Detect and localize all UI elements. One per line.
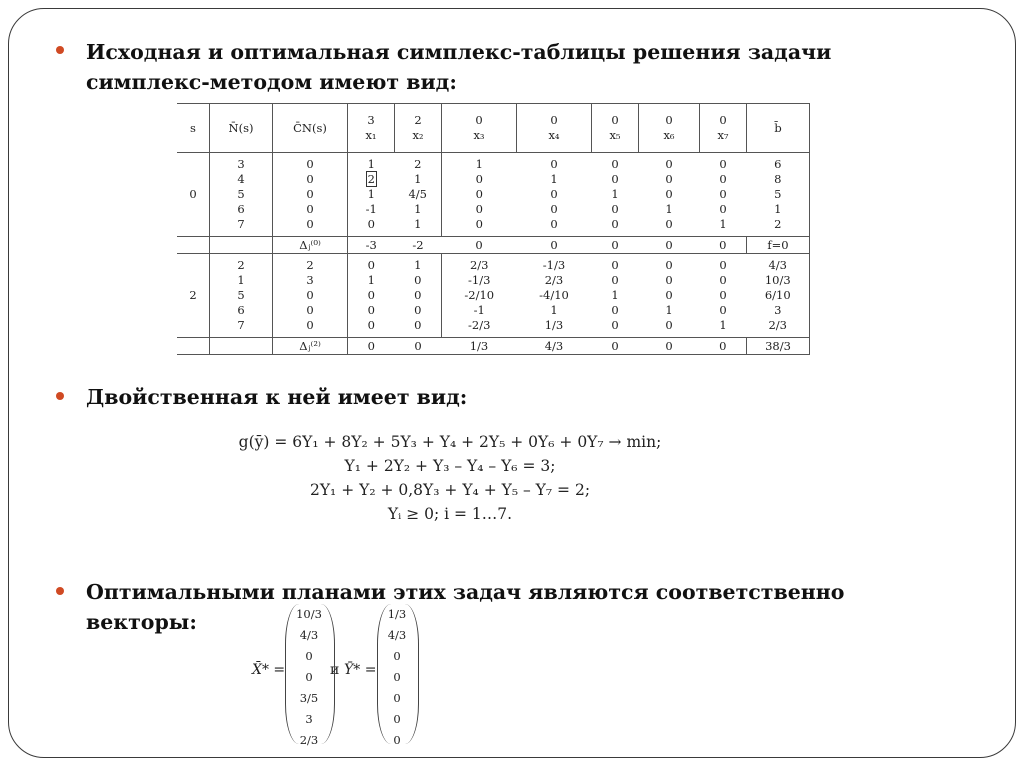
column-x3 (442, 153, 517, 237)
cell-value: 1 (414, 172, 422, 186)
cell-value: 1 (774, 202, 782, 216)
delta-row (177, 338, 810, 355)
header-col-x3 (442, 104, 517, 153)
cell-value: 0 (414, 288, 422, 302)
cell-value: 2/3 (469, 258, 489, 272)
delta-value: 0 (592, 338, 639, 355)
cell-value: 2/3 (768, 318, 787, 332)
cell-value: 0 (611, 172, 619, 186)
header-col-x5 (592, 104, 639, 153)
nonnegativity-constraint: Yᵢ ≥ 0; i = 1…7. (387, 505, 513, 523)
conjunction: и (330, 662, 340, 678)
cell-value: 0 (306, 172, 314, 186)
cell-value: 2 (774, 217, 782, 231)
cell-value: 0 (719, 202, 727, 216)
delta-label: Δⱼ⁽⁰⁾ (273, 237, 348, 254)
table-block-row (177, 153, 810, 237)
cell-value: 5 (237, 288, 245, 302)
bullet-line: Оптимальными планами этих задач являются соответственно (86, 580, 845, 604)
y-vector-label: Ȳ* = (344, 662, 377, 678)
cell-value: 0 (665, 217, 673, 231)
column-coef: 0 (611, 113, 619, 127)
cell-value: 4 (237, 172, 245, 186)
cell-value: -2/3 (468, 318, 491, 332)
cell-value: 10/3 (764, 273, 791, 287)
cell-value: 1 (611, 288, 619, 302)
cell-value: 0 (665, 318, 673, 332)
x-vector-component: 0 (305, 649, 313, 663)
cell-value: 0 (611, 318, 619, 332)
cell-value: 0 (611, 273, 619, 287)
cell-value: 0 (665, 273, 673, 287)
bullet-line: симплекс-методом имеют вид: (86, 70, 457, 94)
bullet-line: векторы: (86, 610, 197, 634)
cell-value: 0 (719, 172, 727, 186)
bullet-line: Двойственная к ней имеет вид: (86, 385, 468, 409)
cost-column (273, 153, 348, 237)
column-coef: 0 (665, 113, 673, 127)
cell-value: 0 (665, 288, 673, 302)
delta-label: Δⱼ⁽²⁾ (273, 338, 348, 355)
delta-value: 0 (639, 237, 700, 254)
cell-value: 1 (414, 217, 422, 231)
cell-value: 1 (475, 157, 483, 171)
cell-value: 3 (306, 273, 314, 287)
column-x4 (517, 254, 592, 338)
bullet-icon (56, 587, 64, 595)
block-s: 2 (177, 254, 210, 338)
y-vector-component: 0 (393, 733, 401, 747)
table-header-row (177, 104, 810, 153)
cell-value: -1 (365, 202, 377, 216)
cell-value: 1 (665, 202, 673, 216)
column-x1 (348, 254, 395, 338)
cell-value: 4/5 (408, 187, 427, 201)
bullet-text-3 (86, 577, 844, 637)
delta-value: 0 (395, 338, 442, 355)
table-cell (177, 237, 210, 254)
cell-value: 2/3 (544, 273, 564, 287)
cell-value: 0 (414, 303, 422, 317)
cell-value: 6 (237, 202, 245, 216)
b-column (747, 254, 810, 338)
cell-value: 0 (367, 303, 375, 317)
column-var: x₇ (717, 128, 729, 142)
x-vector-component: 3/5 (299, 691, 319, 705)
cell-value: 1 (719, 318, 727, 332)
basis-column (210, 254, 273, 338)
delta-b: f=0 (747, 237, 810, 254)
header-basis: N̄(s) (210, 104, 273, 153)
objective-function: g(ȳ) = 6Y₁ + 8Y₂ + 5Y₃ + Y₄ + 2Y₅ + 0Y₆ + 0Y₇ → min; (238, 433, 662, 451)
x-vector-component: 2/3 (299, 733, 319, 747)
cell-value: 0 (665, 187, 673, 201)
cell-value: 1 (367, 273, 375, 287)
delta-value: 0 (639, 338, 700, 355)
cell-value (350, 172, 393, 187)
y-vector-component: 0 (393, 649, 401, 663)
cell-value: 7 (237, 318, 245, 332)
cell-value: 0 (306, 318, 314, 332)
cell-value: 6 (774, 157, 782, 171)
column-x2 (395, 254, 442, 338)
cell-value: 0 (306, 217, 314, 231)
simplex-table (177, 103, 810, 355)
cell-value: 0 (367, 288, 375, 302)
cell-value: 0 (306, 187, 314, 201)
delta-value: 0 (517, 237, 592, 254)
cell-value: 0 (475, 202, 483, 216)
y-vector-component: 0 (393, 691, 401, 705)
column-var: x₄ (548, 128, 560, 142)
cell-value: 0 (550, 187, 558, 201)
delta-value: 0 (442, 237, 517, 254)
column-var: x₂ (412, 128, 424, 142)
cell-value: 1 (611, 187, 619, 201)
constraint-1: Y₁ + 2Y₂ + Y₃ – Y₄ – Y₆ = 3; (344, 457, 556, 475)
basis-column (210, 153, 273, 237)
cell-value: -1 (473, 303, 485, 317)
cell-value: -1/3 (468, 273, 491, 287)
block-s: 0 (177, 153, 210, 237)
column-var: x₃ (473, 128, 485, 142)
header-b: b̄ (747, 104, 810, 153)
header-col-x4 (517, 104, 592, 153)
cell-value: 0 (306, 202, 314, 216)
table-block-row (177, 254, 810, 338)
cell-value: 0 (306, 288, 314, 302)
cell-value: 0 (611, 157, 619, 171)
cell-value: -1/3 (542, 258, 566, 272)
constraint-2: 2Y₁ + Y₂ + 0,8Y₃ + Y₄ + Y₅ – Y₇ = 2; (309, 481, 591, 499)
delta-b: 38/3 (747, 338, 810, 355)
cell-value: 0 (719, 187, 727, 201)
cell-value: 0 (611, 258, 619, 272)
cell-value: 3 (774, 303, 782, 317)
cell-value: 1/3 (544, 318, 564, 332)
column-var: x₁ (365, 128, 377, 142)
cell-value: 2 (237, 258, 245, 272)
delta-value: 0 (348, 338, 395, 355)
cell-value: 0 (611, 217, 619, 231)
cell-value: 0 (550, 217, 558, 231)
x-vector-component: 10/3 (296, 607, 322, 621)
header-cost: C̄N(s) (273, 104, 348, 153)
cell-value: 0 (665, 258, 673, 272)
cell-value: -2/10 (464, 288, 495, 302)
header-s: s (177, 104, 210, 153)
cell-value: 0 (414, 273, 422, 287)
column-x7 (700, 254, 747, 338)
x-vector-label: X̄* = (252, 662, 286, 678)
column-x6 (639, 254, 700, 338)
table-cell (210, 338, 273, 355)
delta-row (177, 237, 810, 254)
column-coef: 0 (719, 113, 727, 127)
cell-value: 0 (719, 258, 727, 272)
cell-value: 1 (237, 273, 245, 287)
table-cell (210, 237, 273, 254)
x-vector-component: 0 (305, 670, 313, 684)
column-x5 (592, 254, 639, 338)
cell-value: 1 (719, 217, 727, 231)
delta-value: 1/3 (442, 338, 517, 355)
x-vector (285, 604, 333, 751)
cell-value: 1 (665, 303, 673, 317)
header-col-x1 (348, 104, 395, 153)
delta-value: 0 (700, 237, 747, 254)
cell-value: 0 (367, 217, 375, 231)
cell-value: 0 (719, 157, 727, 171)
cell-value: 0 (367, 258, 375, 272)
cell-value: 6/10 (764, 288, 791, 302)
cell-value: 4/3 (768, 258, 787, 272)
y-vector-component: 4/3 (387, 628, 407, 642)
cell-value: 0 (475, 217, 483, 231)
cell-value: 1 (550, 303, 558, 317)
cell-value: 8 (774, 172, 782, 186)
cell-value: 3 (237, 157, 245, 171)
cell-value: 7 (237, 217, 245, 231)
column-coef: 3 (367, 113, 375, 127)
pivot-element: 2 (367, 172, 375, 186)
column-x6 (639, 153, 700, 237)
column-x4 (517, 153, 592, 237)
column-x7 (700, 153, 747, 237)
cell-value: 2 (306, 258, 314, 272)
x-vector-component: 4/3 (299, 628, 319, 642)
cell-value: 0 (611, 202, 619, 216)
bullet-text-2 (86, 382, 467, 412)
cell-value: 5 (237, 187, 245, 201)
cell-value: -4/10 (539, 288, 569, 302)
cell-value: 0 (719, 303, 727, 317)
table-cell (177, 338, 210, 355)
delta-value: 0 (592, 237, 639, 254)
column-x2 (395, 153, 442, 237)
cell-value: 0 (367, 318, 375, 332)
header-col-x7 (700, 104, 747, 153)
header-col-x6 (639, 104, 700, 153)
cell-value: 6 (237, 303, 245, 317)
cell-value: 0 (665, 157, 673, 171)
cell-value: 0 (306, 303, 314, 317)
column-var: x₅ (609, 128, 621, 142)
dual-problem-formula (200, 430, 700, 526)
cell-value: 0 (475, 187, 483, 201)
cell-value: 1 (550, 172, 558, 186)
cost-column (273, 254, 348, 338)
y-vector-component: 0 (393, 712, 401, 726)
cell-value: 0 (719, 273, 727, 287)
cell-value: 1 (414, 202, 422, 216)
cell-value: 0 (550, 202, 558, 216)
column-coef: 0 (550, 113, 558, 127)
cell-value: 1 (367, 157, 375, 171)
bullet-icon (56, 392, 64, 400)
cell-value: 0 (611, 303, 619, 317)
bullet-line: Исходная и оптимальная симплекс-таблицы решения задачи (86, 40, 832, 64)
cell-value: 0 (550, 157, 558, 171)
column-coef: 0 (475, 113, 483, 127)
b-column (747, 153, 810, 237)
column-x3 (442, 254, 517, 338)
cell-value: 0 (306, 157, 314, 171)
cell-value: 5 (774, 187, 782, 201)
y-vector (377, 604, 417, 751)
header-col-x2 (395, 104, 442, 153)
cell-value: 0 (719, 288, 727, 302)
delta-value: 4/3 (517, 338, 592, 355)
bullet-icon (56, 46, 64, 54)
column-var: x₆ (663, 128, 675, 142)
cell-value: 2 (414, 157, 422, 171)
delta-value: 0 (700, 338, 747, 355)
y-vector-component: 0 (393, 670, 401, 684)
cell-value: 1 (414, 258, 422, 272)
column-x1 (348, 153, 395, 237)
delta-value: -2 (395, 237, 442, 254)
delta-value: -3 (348, 237, 395, 254)
cell-value: 0 (665, 172, 673, 186)
x-vector-component: 3 (305, 712, 313, 726)
bullet-text-1 (86, 37, 831, 97)
column-x5 (592, 153, 639, 237)
cell-value: 0 (414, 318, 422, 332)
cell-value: 1 (367, 187, 375, 201)
y-vector-component: 1/3 (387, 607, 407, 621)
column-coef: 2 (414, 113, 422, 127)
cell-value: 0 (475, 172, 483, 186)
